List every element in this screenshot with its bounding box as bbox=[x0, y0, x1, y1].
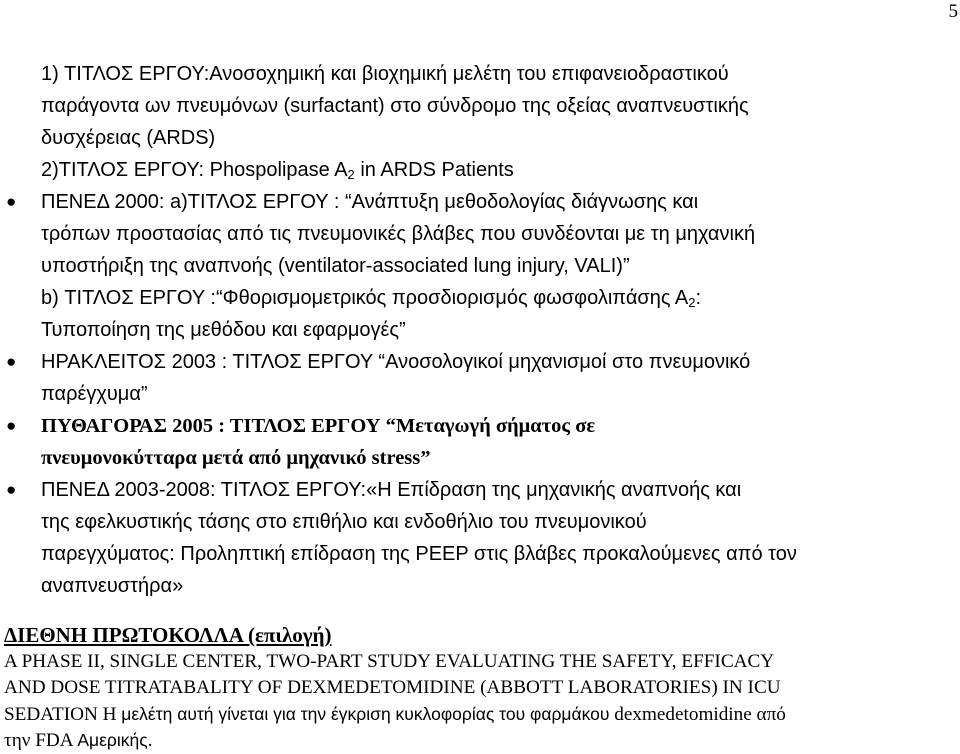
protocols-heading: ΔΙΕΘΝΗ ΠΡΩΤΟΚΟΛΛΑ (επιλογή) bbox=[4, 623, 332, 647]
project-1-line-3: δυσχέρειας (ARDS) bbox=[41, 127, 216, 149]
bullet-item-4-line-1: ● ΠΕΝΕΔ 2003-2008: ΤΙΤΛΟΣ ΕΡΓΟΥ:«Η Επίδραση της μηχανικής αναπνοής και bbox=[0, 474, 960, 506]
bullet-item-2-line-1: ● ΗΡΑΚΛΕΙΤΟΣ 2003 : ΤΙΤΛΟΣ ΕΡΓΟΥ “Ανοσολογικοί μηχανισμοί στο πνευμονικό bbox=[0, 346, 960, 378]
project-2-suffix: in ARDS Patients bbox=[354, 159, 514, 181]
protocol-line-1: A PHASE II, SINGLE CENTER, TWO-PART STUDY EVALUATING THE SAFETY, EFFICACY bbox=[4, 651, 775, 672]
bullet-item-4-line-2: της εφελκυστικής τάσης στο επιθήλιο και ενδοθήλιο του πνευμονικού bbox=[41, 511, 647, 533]
bullet-item-1-line-5: Τυποποίηση της μεθόδου και εφαρμογές” bbox=[41, 319, 406, 341]
bullet-item-3-line-1: ● ΠΥΘΑΓΟΡΑΣ 2005 : ΤΙΤΛΟΣ ΕΡΓΟΥ “Μεταγωγή σήματος σε bbox=[0, 410, 960, 442]
bullet-item-4-line-3: παρεγχύματος: Προληπτική επίδραση της PEEP στις βλάβες προκαλούμενες από τον bbox=[41, 543, 797, 565]
bullet-dot-icon: ● bbox=[6, 416, 17, 435]
bullet-item-4-line-4: αναπνευστήρα» bbox=[41, 575, 184, 597]
bullet-item-1-line-4-prefix: b) ΤΙΤΛΟΣ ΕΡΓΟΥ :“Φθορισμομετρικός προσδιορισμός φωσφολιπάσης Α bbox=[41, 287, 689, 309]
project-1-line-2: παράγοντα ων πνευμόνων (surfactant) στο σύνδρομο της οξείας αναπνευστικής bbox=[41, 95, 749, 117]
page-number: 5 bbox=[948, 1, 958, 22]
bullet-item-1-line-4-subscript: 2 bbox=[688, 295, 696, 310]
project-2-subscript: 2 bbox=[347, 167, 355, 182]
bullet-dot-icon: ● bbox=[6, 352, 17, 371]
bullet-item-1-line-1: ● ΠΕΝΕΔ 2000: a)ΤΙΤΛΟΣ ΕΡΓΟΥ : “Ανάπτυξη μεθοδολογίας διάγνωσης και bbox=[0, 186, 960, 218]
bullet-item-2-line-2: παρέγχυμα” bbox=[41, 383, 148, 405]
project-1-line-1: 1) ΤΙΤΛΟΣ ΕΡΓΟΥ:Ανοσοχημική και βιοχημική μελέτη του επιφανειοδραστικού bbox=[41, 63, 729, 85]
bullet-item-3-line-2: πνευμονοκύτταρα μετά από μηχανικό stress” bbox=[41, 447, 431, 469]
bullet-item-1-line-4-suffix: : bbox=[695, 287, 702, 309]
bullet-item-1-line-3: υποστήριξη της αναπνοής (ventilator-associated lung injury, VALI)” bbox=[41, 255, 630, 277]
protocol-line-3: SEDATION Η μελέτη αυτή γίνεται για την έγκριση κυκλοφορίας του φαρμάκου dexmedetomidine από bbox=[4, 704, 786, 725]
document-body bbox=[0, 58, 960, 753]
bullet-item-1-line-4 bbox=[0, 282, 960, 314]
project-2-line bbox=[0, 154, 960, 186]
bullet-dot-icon: ● bbox=[6, 192, 17, 211]
project-2-prefix: 2)ΤΙΤΛΟΣ ΕΡΓΟΥ: Phospolipase A bbox=[41, 159, 348, 181]
protocol-line-2: AND DOSE TITRATABALITY OF DEXMEDETOMIDINE (ABBOTT LABORATORIES) IN ICU bbox=[4, 677, 781, 698]
bullet-item-1-line-2: τρόπων προστασίας από τις πνευμονικές βλάβες που συνδέονται με τη μηχανική bbox=[41, 223, 756, 245]
protocol-line-4: την FDA Αμερικής. bbox=[4, 730, 153, 751]
bullet-dot-icon: ● bbox=[6, 480, 17, 499]
